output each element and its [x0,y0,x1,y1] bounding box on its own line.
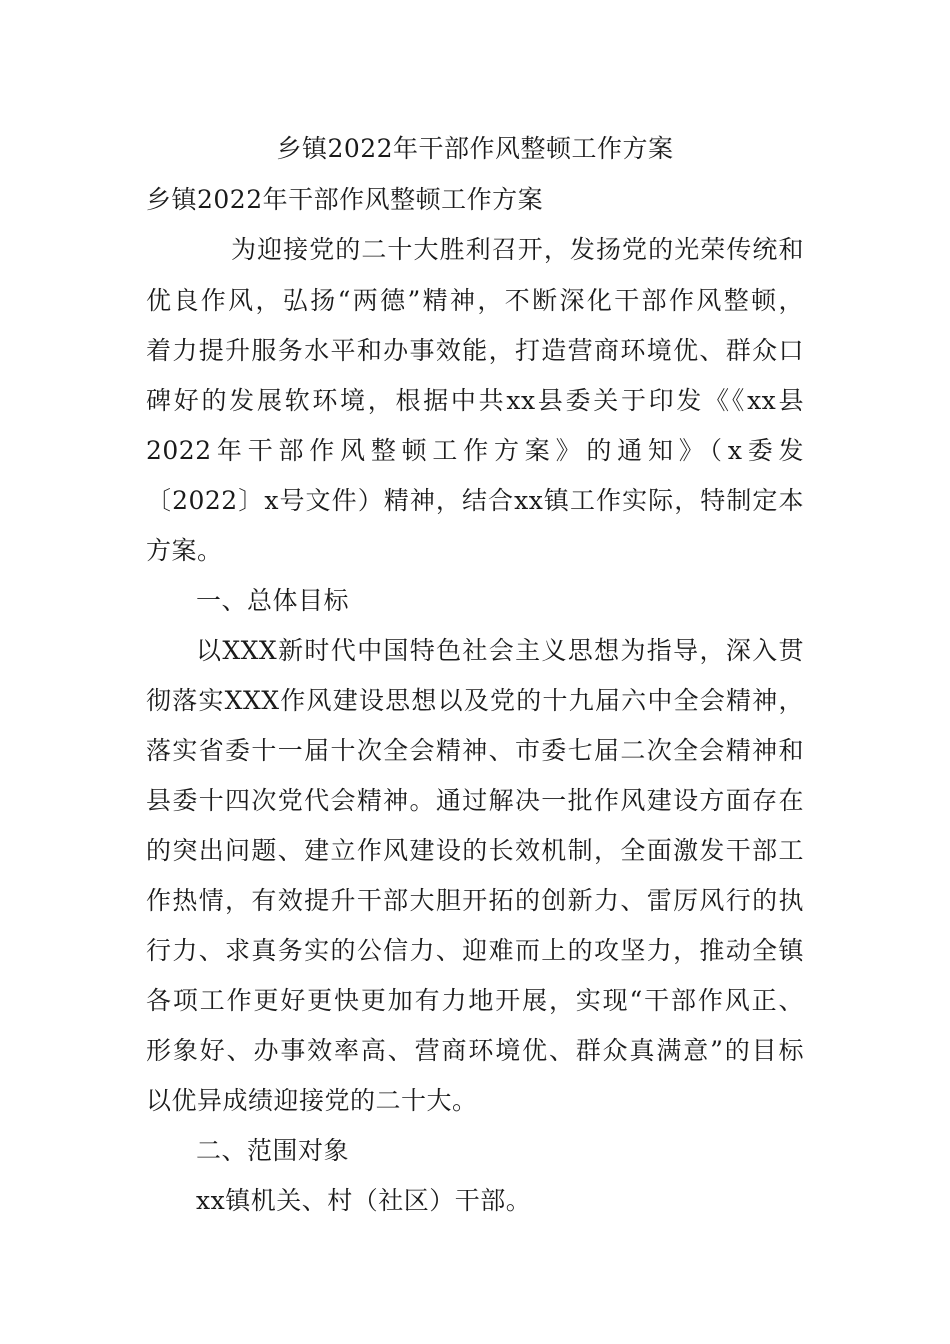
intro-line-4: 碑好的发展软环境，根据中共xx县委关于印发《《xx县 [146,386,804,415]
section1-line-4: 县委十四次党代会精神。通过解决一批作风建设方面存在 [146,786,804,815]
intro-line-5: 2022年干部作风整顿工作方案》的通知》（x委发 [146,436,804,465]
section1-line-10: 以优异成绩迎接党的二十大。 [146,1086,478,1115]
section1-line-7: 行力、求真务实的公信力、迎难而上的攻坚力，推动全镇 [146,936,804,965]
document-subtitle: 乡镇2022年干部作风整顿工作方案 [146,185,544,214]
section1-line-5: 的突出问题、建立作风建设的长效机制，全面激发干部工 [146,836,804,865]
section1-line-1: 以XXX新时代中国特色社会主义思想为指导，深入贯 [196,636,804,665]
document-title: 乡镇2022年干部作风整顿工作方案 [276,134,674,163]
section1-line-2: 彻落实XXX作风建设思想以及党的十九届六中全会精神， [146,686,804,715]
section1-heading: 一、总体目标 [196,586,350,615]
intro-line-6: 〔2022〕x号文件）精神，结合xx镇工作实际，特制定本 [146,486,804,515]
section1-line-6: 作热情，有效提升干部大胆开拓的创新力、雷厉风行的执 [146,886,804,915]
section1-line-9: 形象好、办事效率高、营商环境优、群众真满意”的目标 [146,1036,804,1065]
intro-line-1: 为迎接党的二十大胜利召开，发扬党的光荣传统和 [231,235,804,264]
section1-line-8: 各项工作更好更快更加有力地开展，实现“干部作风正、 [146,986,804,1015]
intro-line-7: 方案。 [146,536,223,565]
intro-line-2: 优良作风，弘扬“两德”精神，不断深化干部作风整顿， [146,286,804,315]
intro-line-3: 着力提升服务水平和办事效能，打造营商环境优、群众口 [146,336,804,365]
section2-line-1: xx镇机关、村（社区）干部。 [196,1186,532,1215]
section2-heading: 二、范围对象 [196,1136,350,1165]
section1-line-3: 落实省委十一届十次全会精神、市委七届二次全会精神和 [146,736,804,765]
